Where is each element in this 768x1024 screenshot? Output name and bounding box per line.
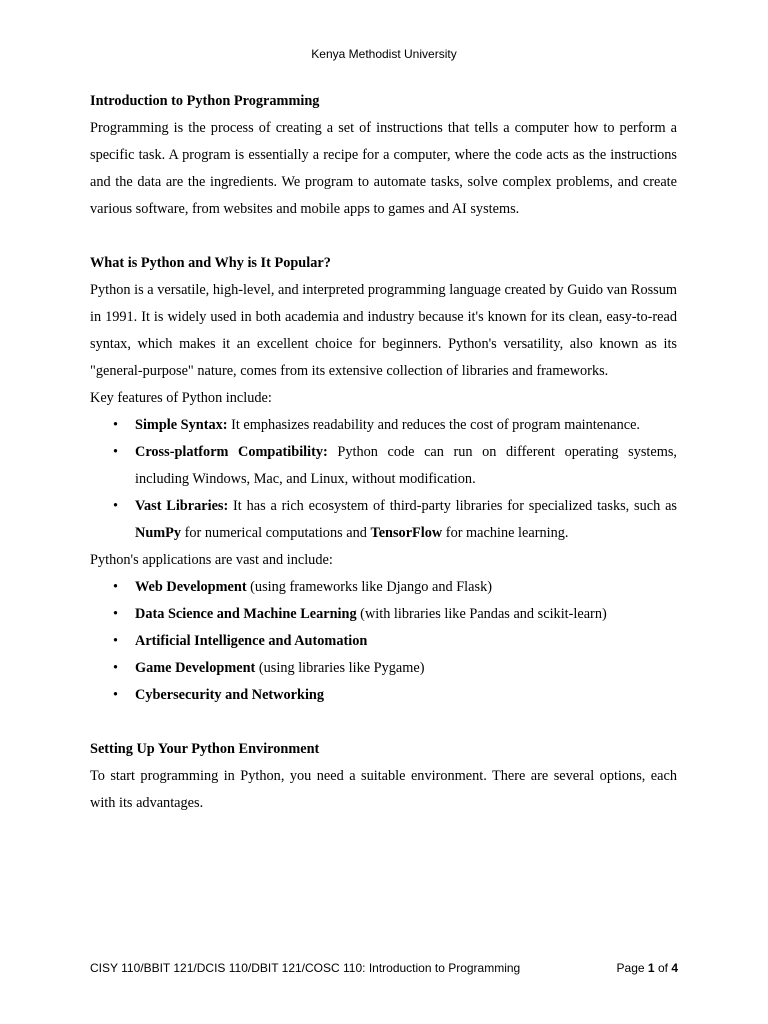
intro-paragraph: Programming is the process of creating a set of instructions that tells a computer how to perform a specific task. A program is essentially a recipe for a computer, where the code acts as the instructions and the data are the ingredients. We program to automate tasks, solve complex problems, and create various software, from websites and mobile apps to games and AI systems. — [90, 120, 677, 217]
application-text: (with libraries like Pandas and scikit-learn) — [356, 606, 607, 622]
list-item — [90, 601, 677, 628]
footer-course: CISY 110/BBIT 121/DCIS 110/DBIT 121/COSC 110: Introduction to Programming — [90, 961, 521, 975]
page-label: Page — [616, 961, 645, 975]
bullet-icon: • — [113, 444, 119, 460]
page-header: Kenya Methodist University — [311, 47, 457, 61]
list-item — [90, 574, 677, 601]
applications-intro: Python's applications are vast and include: — [90, 552, 333, 568]
bullet-icon: • — [113, 660, 119, 676]
what-is-python-paragraph: Python is a versatile, high-level, and interpreted programming language created by Guido van Rossum in 1991. It is widely used in both academia and industry because it's known for its clean, easy-to-read syntax, which makes it an excellent choice for beginners. Python's versatility, also known as its "general-purpose" nature, comes from its extensive collection of libraries and frameworks. — [90, 282, 677, 379]
feature-title: Cross-platform Compatibility: — [135, 444, 328, 460]
application-text: (using frameworks like Django and Flask) — [246, 579, 492, 595]
document-body — [90, 88, 677, 817]
spacer — [90, 709, 677, 736]
bullet-icon: • — [113, 606, 119, 622]
section-heading-setup: Setting Up Your Python Environment — [90, 741, 320, 757]
library-name: NumPy — [135, 525, 182, 541]
spacer — [90, 223, 677, 250]
page-of: of — [657, 961, 668, 975]
application-title: Data Science and Machine Learning — [135, 606, 357, 622]
feature-title: Simple Syntax: — [135, 417, 228, 433]
setup-paragraph: To start programming in Python, you need a suitable environment. There are several options, each with its advantages. — [90, 768, 677, 811]
feature-text: for numerical computations and — [181, 525, 371, 541]
bullet-icon: • — [113, 633, 119, 649]
list-item — [90, 493, 677, 547]
feature-text: It has a rich ecosystem of third-party libraries for specialized tasks, such as — [228, 498, 677, 514]
features-intro: Key features of Python include: — [90, 390, 272, 406]
list-item — [90, 655, 677, 682]
application-text: (using libraries like Pygame) — [255, 660, 425, 676]
features-list — [90, 412, 677, 547]
section-heading-what-is-python: What is Python and Why is It Popular? — [90, 255, 331, 271]
page-current: 1 — [647, 961, 655, 975]
bullet-icon: • — [113, 417, 119, 433]
application-title: Artificial Intelligence and Automation — [135, 633, 368, 649]
footer-page-number — [617, 960, 678, 976]
application-title: Cybersecurity and Networking — [135, 687, 325, 703]
bullet-icon: • — [113, 687, 119, 703]
list-item — [90, 628, 677, 655]
library-name: TensorFlow — [370, 525, 443, 541]
feature-text: for machine learning. — [442, 525, 569, 541]
bullet-icon: • — [113, 579, 119, 595]
list-item — [90, 439, 677, 493]
feature-text: Python code can run on different operating systems, including Windows, Mac, and Linux, without modification. — [135, 444, 678, 487]
bullet-icon: • — [113, 498, 119, 514]
section-heading-intro: Introduction to Python Programming — [90, 93, 320, 109]
feature-title: Vast Libraries: — [135, 498, 229, 514]
feature-text: It emphasizes readability and reduces the cost of program maintenance. — [227, 417, 641, 433]
list-item — [90, 412, 677, 439]
applications-list — [90, 574, 677, 709]
page-total: 4 — [671, 961, 678, 975]
application-title: Web Development — [135, 579, 247, 595]
list-item — [90, 682, 677, 709]
application-title: Game Development — [135, 660, 256, 676]
